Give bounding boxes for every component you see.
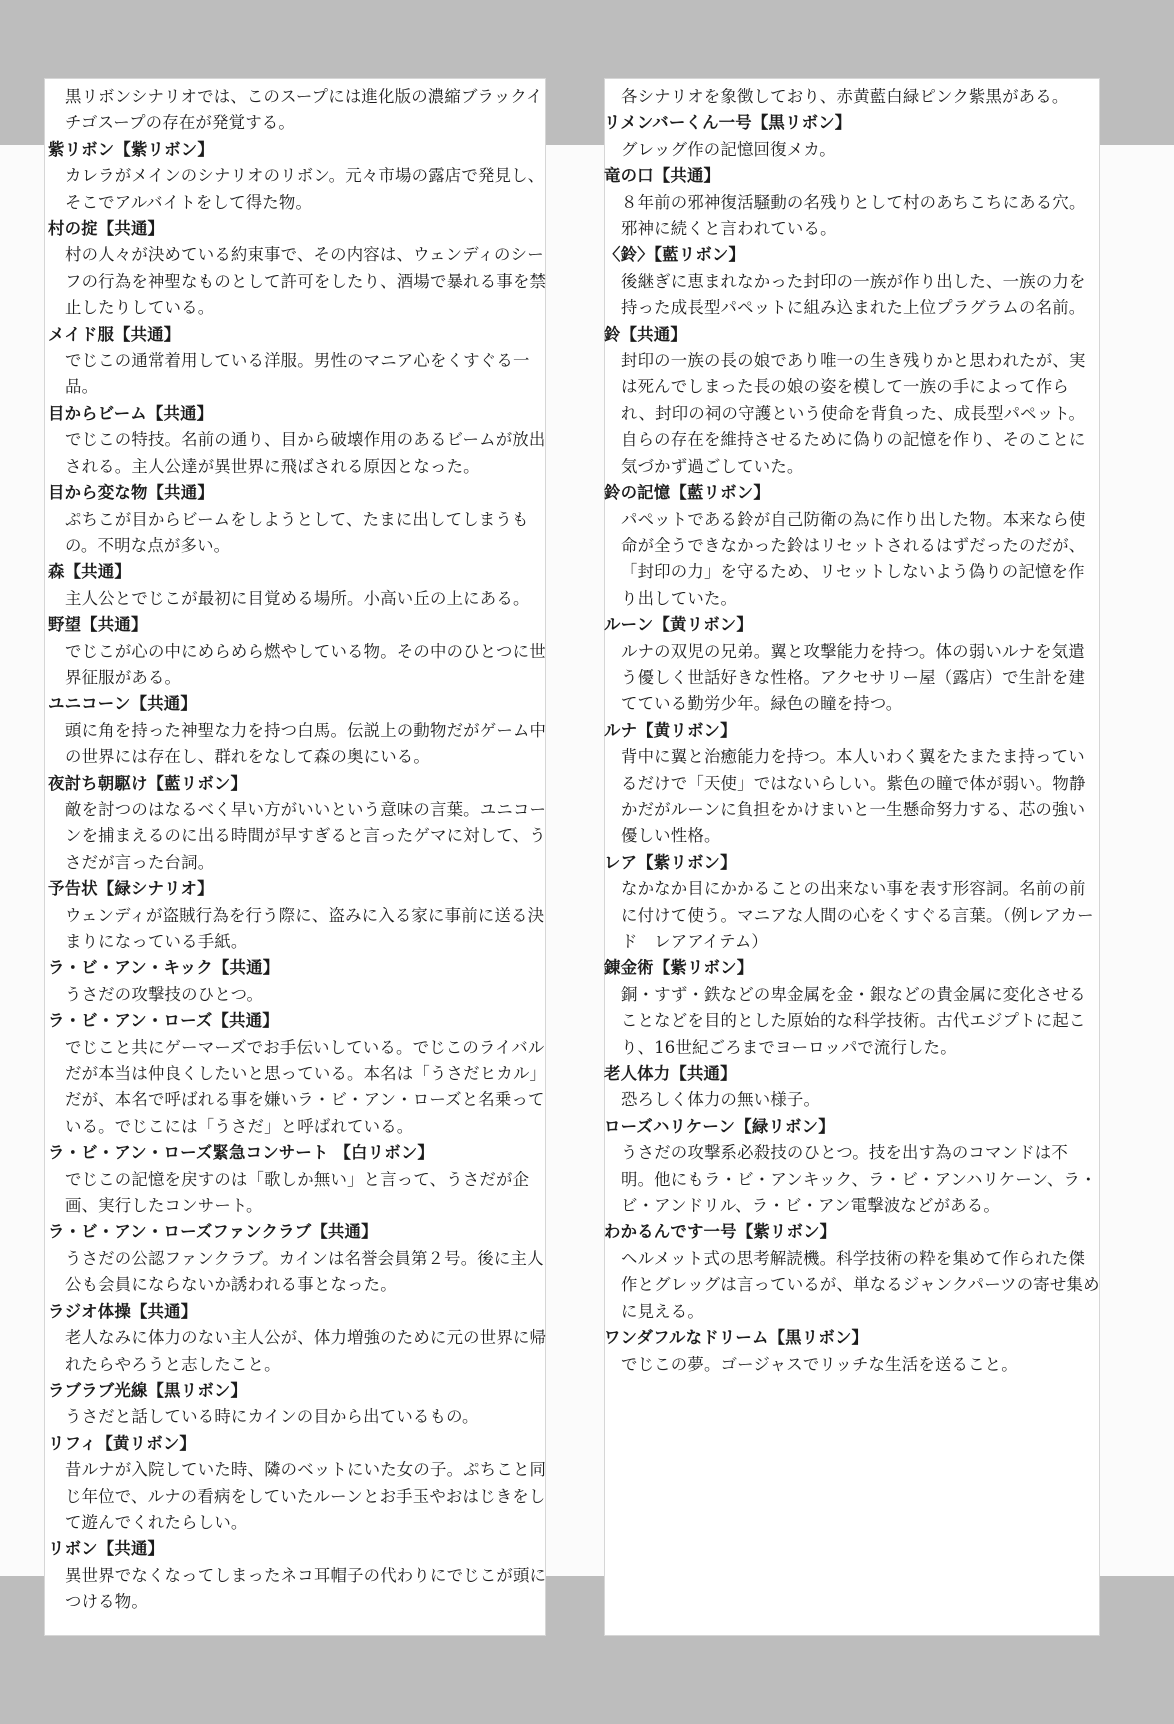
glossary-description: でじこの特技。名前の通り、目から破壊作用のあるビームが放出される。主人公達が異世界に飛ばされる原因となった。 [65,430,546,476]
glossary-entry [48,1299,548,1378]
glossary-description: 主人公とでじこが最初に目覚める場所。小高い丘の上にある。 [65,588,530,608]
glossary-description: 村の人々が決めている約束事で、その内容は、ウェンディのシーフの行為を神聖なものとして許可をしたり、酒場で暴れる事を禁止したりしている。 [65,245,547,318]
glossary-description: でじこが心の中にめらめら燃やしている物。その中のひとつに世界征服がある。 [65,641,546,687]
glossary-description: 封印の一族の長の娘であり唯一の生き残りかと思われたが、実は死んでしまった長の娘の姿を模して一族の手によって作られ、封印の祠の守護という使命を背負った、成長型パペット。自らの存在を維持させるために偽りの記憶を作り、そのことに気づかず過ごしていた。 [621,351,1086,476]
glossary-term: リボン【共通】 [48,1539,165,1559]
glossary-term: ラブラブ光線【黒リボン】 [48,1380,248,1400]
glossary-term: 村の掟【共通】 [48,219,165,239]
glossary-description: 後継ぎに恵まれなかった封印の一族が作り出した、一族の力を持った成長型パペットに組み込まれた上位プラグラムの名前。 [621,271,1086,318]
glossary-entry [604,322,1100,480]
glossary-entry [48,691,548,770]
glossary-entry [48,612,548,691]
glossary-entry [48,1140,548,1219]
glossary-term: レア【紫リボン】 [604,852,737,872]
glossary-entry [48,1378,548,1431]
right-column-intro: 各シナリオを象徴しており、赤黄藍白緑ピンク紫黒がある。 [621,87,1069,106]
glossary-term: リフィ【黄リボン】 [48,1433,197,1453]
glossary-description: でじこの通常着用している洋服。男性のマニア心をくすぐる一品。 [65,351,530,397]
glossary-entry [48,216,548,322]
glossary-entry [604,718,1100,850]
glossary-description: グレッグ作の記憶回復メカ。 [621,139,836,159]
left-column [48,84,548,1616]
glossary-entry [604,612,1100,718]
glossary-description: 銅・すず・鉄などの卑金属を金・銀などの貴金属に変化させることなどを目的とした原始的な科学技術。古代エジプトに起こり、16世紀ごろまでヨーロッパで流行した。 [621,984,1086,1057]
glossary-description: パペットである鈴が自己防衛の為に作り出した物。本来なら使命が全うできなかった鈴はリセットされるはずだったのだが、「封印の力」を守るため、リセットしないよう偽りの記憶を作り出していた。 [621,509,1086,608]
glossary-description: 異世界でなくなってしまったネコ耳帽子の代わりにでじこが頭につける物。 [65,1565,547,1612]
glossary-description: うさだの攻撃技のひとつ。 [65,984,264,1004]
glossary-term: 紫リボン【紫リボン】 [48,139,214,159]
glossary-description: ウェンディが盗賊行為を行う際に、盗みに入る家に事前に送る決まりになっている手紙。 [65,905,545,951]
glossary-description: でじこと共にゲーマーズでお手伝いしている。でじこのライバルだが本当は仲良くしたいと思っている。本名は「うさだヒカル」だが、本名で呼ばれる事を嫌いラ・ビ・アン・ローズと名乗っている。でじこには「うさだ」と呼ばれている。 [65,1037,547,1136]
glossary-entry [48,1536,548,1615]
glossary-term: 老人体力【共通】 [604,1064,737,1084]
glossary-entry [48,401,548,480]
glossary-description: うさだの攻撃系必殺技のひとつ。技を出す為のコマンドは不明。他にもラ・ビ・アンキック、ラ・ビ・アンハリケーン、ラ・ビ・アンドリル、ラ・ビ・アン電撃波などがある。 [621,1143,1097,1216]
glossary-entry [604,480,1100,612]
glossary-description: 背中に翼と治癒能力を持つ。本人いわく翼をたまたま持っているだけで「天使」ではないらしい。紫色の瞳で体が弱い。物静かだがルーンに負担をかけまいと一生懸命努力する、芯の強い優しい性格。 [621,747,1086,846]
glossary-entry [48,771,548,877]
right-column [604,84,1100,1378]
glossary-entry [48,955,548,1008]
glossary-description: うさだと話している時にカインの目から出ているもの。 [65,1407,479,1427]
glossary-description: ルナの双児の兄弟。翼と攻撃能力を持つ。体の弱いルナを気遣う優しく世話好きな性格。アクセサリー屋（露店）で生計を建てている勤労少年。緑色の瞳を持つ。 [621,641,1086,714]
glossary-term: リメンバーくん一号【黒リボン】 [604,113,852,133]
glossary-entry [48,1008,548,1140]
glossary-description: ヘルメット式の思考解読機。科学技術の粋を集めて作られた傑作とグレッグは言っているが、単なるジャンクパーツの寄せ集めに見える。 [621,1248,1100,1321]
glossary-description: 老人なみに体力のない主人公が、体力増強のために元の世界に帰れたらやろうと志したこと。 [65,1328,547,1374]
glossary-term: 錬金術【紫リボン】 [604,958,754,978]
glossary-entry [604,955,1100,1061]
glossary-description: 敵を討つのはなるべく早い方がいいという意味の言葉。ユニコーンを捕まえるのに出る時間が早すぎると言ったゲマに対して、うさだが言った台詞。 [65,799,547,872]
glossary-entry [604,242,1100,321]
glossary-entry [48,1431,548,1537]
glossary-term: 夜討ち朝駆け【藍リボン】 [48,773,248,793]
glossary-term: ルナ【黄リボン】 [604,720,737,740]
glossary-entry [604,163,1100,242]
glossary-entry [604,1061,1100,1114]
glossary-description: うさだの公認ファンクラブ。カインは名誉会員第２号。後に主人公も会員にならないか誘われる事となった。 [65,1248,544,1295]
glossary-entry [604,1325,1100,1378]
glossary-term: 竜の口【共通】 [604,166,721,186]
glossary-term: ルーン【黄リボン】 [604,615,753,635]
glossary-entry [48,322,548,401]
glossary-entry [604,1114,1100,1220]
glossary-description: なかなか目にかかることの出来ない事を表す形容詞。名前の前に付けて使う。マニアな人間の心をくすぐる言葉。（例レアカード レアアイテム） [621,879,1094,951]
glossary-description: 昔ルナが入院していた時、隣のベットにいた女の子。ぷちこと同じ年位で、ルナの看病をしていたルーンとお手玉やおはじきをして遊んでくれたらしい。 [65,1460,547,1532]
glossary-description: 恐ろしく体力の無い様子。 [621,1090,821,1110]
left-column-intro: 黒リボンシナリオでは、このスープには進化版の濃縮ブラックイチゴスープの存在が発覚する。 [65,87,543,133]
glossary-term: 森【共通】 [48,562,131,582]
glossary-term: 野望【共通】 [48,615,148,635]
glossary-description: 頭に角を持った神聖な力を持つ白馬。伝説上の動物だがゲーム中の世界には存在し、群れをなして森の奥にいる。 [65,720,547,767]
left-entry-list [48,137,548,1616]
glossary-term: 目からビーム【共通】 [48,403,214,423]
glossary-entry [604,850,1100,956]
glossary-entry [604,1219,1100,1325]
glossary-term: ラ・ビ・アン・ローズ緊急コンサート 【白リボン】 [48,1143,435,1163]
glossary-term: 目から変な物【共通】 [48,483,214,503]
glossary-term: ラ・ビ・アン・キック【共通】 [48,958,280,978]
glossary-term: ローズハリケーン【緑リボン】 [604,1116,835,1136]
glossary-term: わかるんです一号【紫リボン】 [604,1222,837,1242]
glossary-term: ラ・ビ・アン・ローズ【共通】 [48,1011,279,1031]
glossary-term: 〈鈴〉【藍リボン】 [604,245,746,265]
glossary-term: メイド服【共通】 [48,324,181,344]
glossary-description: ８年前の邪神復活騒動の名残りとして村のあちこちにある穴。邪神に続くと言われている。 [621,192,1086,239]
glossary-term: ユニコーン【共通】 [48,694,197,714]
glossary-description: カレラがメインのシナリオのリボン。元々市場の露店で発見し、そこでアルバイトをして得た物。 [65,166,545,212]
glossary-entry [48,137,548,216]
glossary-term: ラジオ体操【共通】 [48,1301,198,1321]
glossary-entry [48,876,548,955]
glossary-description: でじこの夢。ゴージャスでリッチな生活を送ること。 [621,1354,1018,1374]
glossary-entry [48,480,548,559]
glossary-entry [604,110,1100,163]
glossary-term: 予告状【緑シナリオ】 [48,879,214,899]
glossary-entry [48,559,548,612]
glossary-description: でじこの記憶を戻すのは「歌しか無い」と言って、うさだが企画、実行したコンサート。 [65,1169,530,1216]
glossary-term: ワンダフルなドリーム【黒リボン】 [604,1328,869,1348]
glossary-description: ぷちこが目からビームをしようとして、たまに出してしまうもの。不明な点が多い。 [65,509,529,555]
right-entry-list [604,110,1100,1378]
glossary-entry [48,1219,548,1298]
glossary-term: 鈴の記憶【藍リボン】 [604,483,770,503]
glossary-term: ラ・ビ・アン・ローズファンクラブ【共通】 [48,1222,378,1242]
glossary-term: 鈴【共通】 [604,324,687,344]
